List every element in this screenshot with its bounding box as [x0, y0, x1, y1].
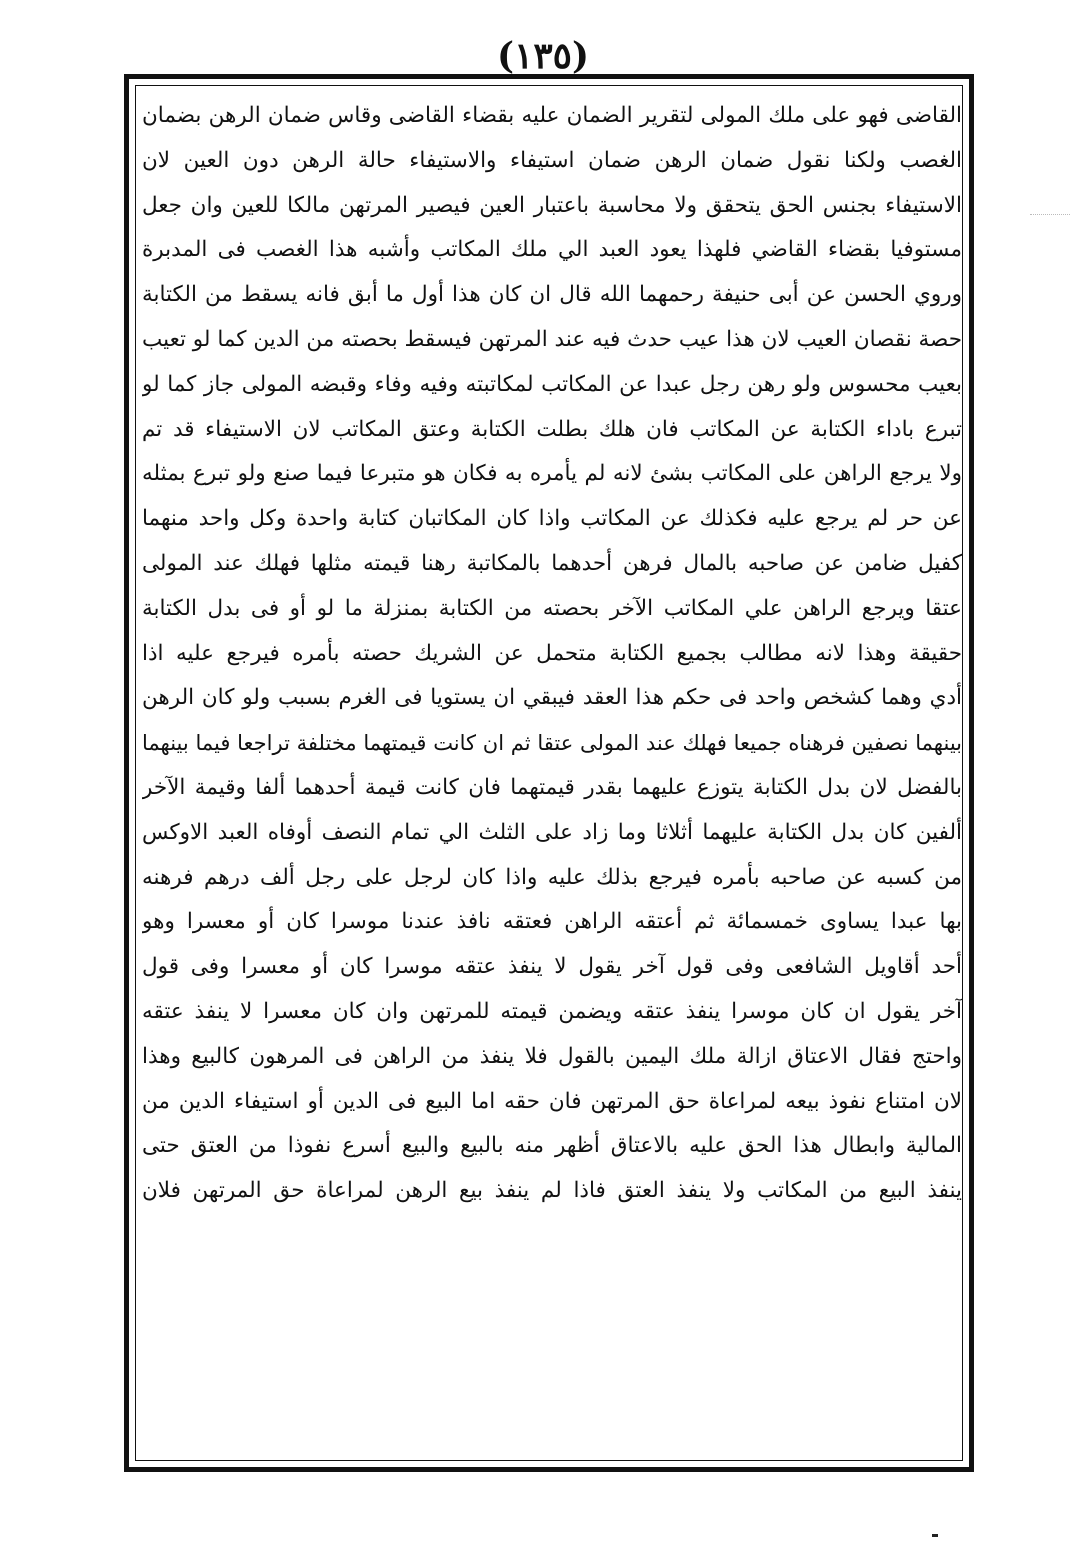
text-line: آخر يقول ان كان موسرا ينفذ عتقه ويضمن قيمته للمرتهن وان كان معسرا لا ينفذ عتقه [142, 998, 962, 1024]
body-text [142, 94, 962, 1454]
text-line: ينفذ البيع من المكاتب ولا ينفذ العتق فاذا لم ينفذ بيع الرهن لمراعاة حق المرتهن فلان [142, 1178, 962, 1204]
text-line: واحتج فقال الاعتاق ازالة ملك اليمين بالقول فلا ينفذ من الراهن فى المرهون كالبيع وهذا [142, 1043, 962, 1069]
text-line: ألفين كان بدل الكتابة عليهما أثلاثا وما زاد على الثلث الي تمام النصف أوفاه العبد الاوكس [142, 819, 962, 845]
text-line: تبرع باداء الكتابة عن المكاتب فان هلك بطلت الكتابة وعتق المكاتب لان الاستيفاء قد تم [142, 416, 962, 442]
text-line: ولا يرجع الراهن على المكاتب بشئ لانه لم يأمره به فكان هو متبرعا فيما صنع ولو تبرع بمثله [142, 461, 962, 487]
text-line: المالية وابطال هذا الحق عليه بالاعتاق أظهر منه بالبيع والبيع أسرع نفوذا من العتق حتى [142, 1133, 962, 1159]
ink-speck [932, 1534, 938, 1537]
text-line: عن حر لم يرجع عليه فكذلك عن المكاتب واذا كان المكاتبان كتابة واحدة وكل واحد منهما [142, 506, 962, 532]
text-line: بالفضل لان بدل الكتابة يتوزع عليهما بقدر قيمتهما فان كانت قيمة أحدهما ألفا وقيمة الآخر [142, 774, 962, 800]
text-line: بها عبدا يساوى خمسمائة ثم أعتقه الراهن فعتقه نافذ عندنا موسرا كان أو معسرا وهو [142, 909, 962, 935]
text-line: الاستيفاء بجنس الحق يتحقق ولا محاسبة باعتبار العين فيصير المرتهن مالكا للعين وان جعل [142, 192, 962, 218]
text-line: كفيل ضامن عن صاحبه بالمال فرهن أحدهما بالمكاتبة رهنا قيمته مثلها فهلك عند المولى [142, 550, 962, 576]
text-line: بينهما نصفين فرهناه جميعا فهلك عند المولى عتقا ثم ان كانت قيمتهما مختلفة تراجعا فيما بينهما [142, 731, 962, 756]
text-line: مستوفيا بقضاء القاضي فلهذا يعود العبد الي ملك المكاتب وأشبه هذا الغصب فى المدبرة [142, 237, 962, 263]
text-line: بعيب محسوس ولو رهن رجل عبدا عن المكاتب لمكاتبته وفيه وفاء وقبضه المولى جاز كما لو [142, 371, 962, 397]
text-line: من كسبه عن صاحبه بأمره فيرجع بذلك عليه واذا كان لرجل على رجل ألف درهم فرهنه [142, 864, 962, 890]
text-line: حقيقة وهذا لانه مطالب بجميع الكتابة متحمل عن الشريك حصته بأمره فيرجع عليه اذا [142, 640, 962, 666]
scan-edge-mark [1030, 214, 1070, 225]
text-line: وروي الحسن عن أبى حنيفة رحمهما الله قال ان كان هذا أول ما أبق فانه يسقط من الكتابة [142, 282, 962, 308]
page-number: (١٣٥) [496, 35, 590, 77]
text-line: أدي وهما كشخص واحد فى حكم هذا العقد فيبقي ان يستويا فى الغرم بسبب ولو كان الرهن [142, 685, 962, 711]
text-line: حصة نقصان العيب لان هذا عيب حدث فيه عند المرتهن فيسقط بحصته من الدين كما لو تعيب [142, 326, 962, 352]
text-line: أحد أقاويل الشافعى وفى قول آخر يقول لا ينفذ عتقه موسرا كان أو معسرا وفى قول [142, 954, 962, 980]
text-line: عتقا ويرجع الراهن علي المكاتب الآخر بحصته من الكتابة بمنزلة ما لو أو فى بدل الكتابة [142, 595, 962, 621]
text-line: القاضى فهو على ملك المولى لتقرير الضمان عليه بقضاء القاضى وقاس ضمان الرهن بضمان [142, 103, 962, 128]
text-line: لان امتناع نفوذ بيعه لمراعاة حق المرتهن فان حقه اما البيع فى الدين أو استيفاء الدين من [142, 1088, 962, 1114]
text-line: الغصب ولكنا نقول ضمان الرهن ضمان استيفاء والاستيفاء حالة الرهن دون العين لان [142, 147, 962, 173]
